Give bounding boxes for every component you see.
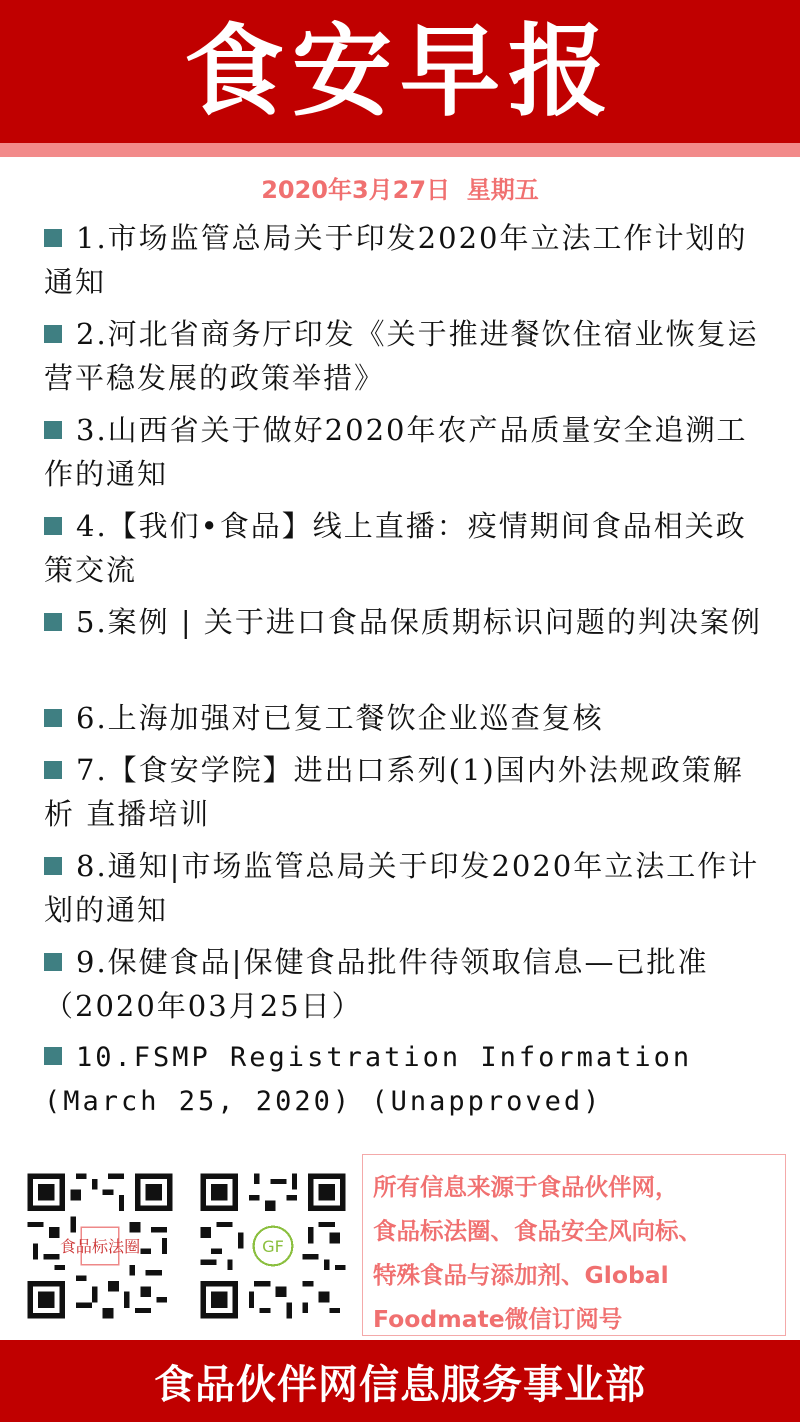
square-bullet-icon [44,857,62,875]
news-item[interactable] [44,844,768,940]
square-bullet-icon [44,229,62,247]
news-item-text: 5.案例 | 关于进口食品保质期标识问题的判决案例 [76,605,762,639]
square-bullet-icon [44,709,62,727]
news-item[interactable] [44,312,768,408]
info-line: Foodmate微信订阅号 [373,1305,623,1333]
square-bullet-icon [44,517,62,535]
qr-logo-text: 食品标法圈 [59,1236,141,1256]
news-item[interactable] [44,1036,768,1132]
news-item-text: 9.保健食品|保健食品批件待领取信息—已批准（2020年03月25日） [44,945,709,1023]
news-item[interactable] [44,940,768,1036]
square-bullet-icon [44,953,62,971]
square-bullet-icon [44,421,62,439]
qr-code-icon [22,1168,178,1324]
news-item[interactable] [44,600,768,696]
news-item-text: 10.FSMP Registration Information (March 25, 2020) (Unapproved) [44,1042,693,1117]
news-item-text: 6.上海加强对已复工餐饮企业巡查复核 [76,701,604,735]
news-item-text: 4.【我们•食品】线上直播：疫情期间食品相关政策交流 [44,509,747,587]
qr-code-icon [195,1168,351,1324]
source-info-box [362,1154,786,1336]
info-line: 所有信息来源于食品伙伴网， [373,1173,679,1201]
footer-text: 食品伙伴网信息服务事业部 [154,1361,646,1408]
news-item-text: 7.【食安学院】进出口系列(1)国内外法规政策解析 直播培训 [44,753,744,831]
news-item[interactable] [44,504,768,600]
qr-logo-text: GF [262,1236,284,1256]
info-line: 特殊食品与添加剂、Global [373,1261,669,1289]
news-item[interactable] [44,696,768,748]
square-bullet-icon [44,1047,62,1065]
square-bullet-icon [44,613,62,631]
square-bullet-icon [44,761,62,779]
info-line: 食品标法圈、食品安全风向标、 [373,1217,702,1245]
news-item[interactable] [44,408,768,504]
news-item[interactable] [44,748,768,844]
news-list [44,216,768,1132]
news-item-text: 8.通知|市场监管总局关于印发2020年立法工作计划的通知 [44,849,760,927]
news-item-text: 3.山西省关于做好2020年农产品质量安全追溯工作的通知 [44,413,748,491]
header-banner [0,0,800,143]
news-item-text: 1.市场监管总局关于印发2020年立法工作计划的通知 [44,221,748,299]
date-line: 2020年3月27日 星期五 [261,176,539,204]
news-item-text: 2.河北省商务厅印发《关于推进餐饮住宿业恢复运营平稳发展的政策举措》 [44,317,759,395]
page-title: 食安早报 [184,12,616,130]
header-accent-band [0,143,800,157]
square-bullet-icon [44,325,62,343]
news-item[interactable] [44,216,768,312]
footer-banner [0,1340,800,1422]
